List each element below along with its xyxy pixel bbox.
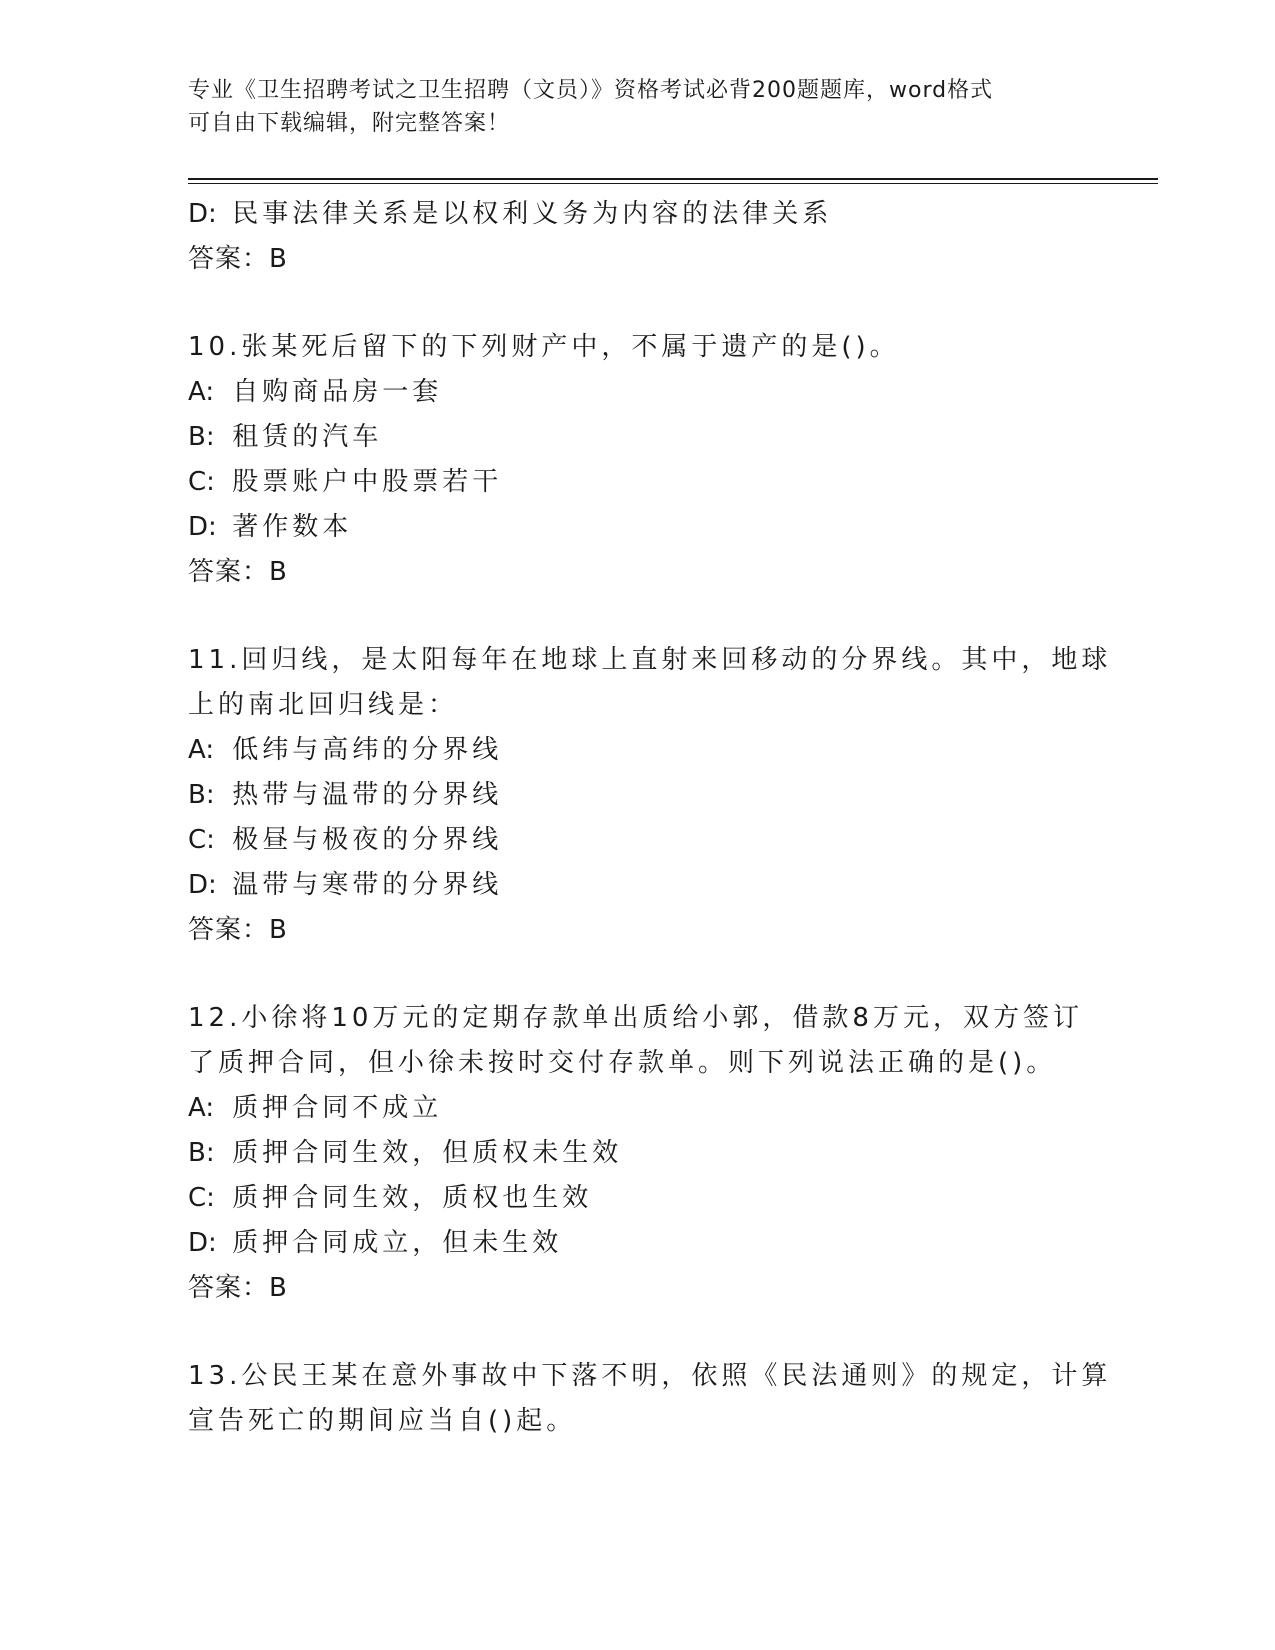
- question-block-13: [188, 1354, 1112, 1444]
- option-label: C:: [188, 467, 215, 497]
- option-d: [188, 1221, 1088, 1266]
- option-label: C:: [188, 1183, 215, 1213]
- question-block-12: [188, 996, 1088, 1311]
- answer-line: 答案：B: [188, 244, 288, 274]
- option-label: D:: [188, 512, 217, 542]
- option-label: A:: [188, 377, 215, 407]
- option-text: 著作数本: [232, 512, 353, 542]
- header-rule-thick: [188, 178, 1158, 180]
- question-block-11: [188, 638, 1112, 953]
- answer-line: 答案：B: [188, 1273, 288, 1303]
- option-d: [188, 863, 1088, 908]
- question-text-line-1: 13.公民王某在意外事故中下落不明，依照《民法通则》的规定，计算: [188, 1361, 1112, 1391]
- question-text-line-2: 上的南北回归线是：: [188, 690, 459, 720]
- option-text: 热带与温带的分界线: [232, 780, 503, 810]
- option-a: [188, 370, 1088, 415]
- option-b: [188, 1131, 1088, 1176]
- option-text: 股票账户中股票若干: [232, 467, 503, 497]
- option-label: D:: [188, 1228, 217, 1258]
- question-text-line-1: 12.小徐将10万元的定期存款单出质给小郭，借款8万元，双方签订: [188, 1003, 1083, 1033]
- option-text: 低纬与高纬的分界线: [232, 735, 503, 765]
- option-b: [188, 415, 1088, 460]
- header-line-1: 专业《卫生招聘考试之卫生招聘（文员）》资格考试必背200题题库，word格式: [188, 78, 994, 103]
- question-block-10: [188, 325, 1088, 595]
- option-label: D:: [188, 199, 217, 229]
- answer-line: 答案：B: [188, 915, 288, 945]
- option-a: [188, 728, 1088, 773]
- option-d: [188, 192, 1088, 237]
- option-label: D:: [188, 870, 217, 900]
- question-text-line-2: 了质押合同，但小徐未按时交付存款单。则下列说法正确的是()。: [188, 1048, 1057, 1078]
- option-d: [188, 505, 1088, 550]
- option-label: B:: [188, 1138, 215, 1168]
- option-text: 温带与寒带的分界线: [232, 870, 503, 900]
- option-text: 质押合同生效，但质权未生效: [232, 1138, 623, 1168]
- option-text: 质押合同不成立: [232, 1093, 443, 1123]
- option-label: A:: [188, 1093, 215, 1123]
- option-text: 质押合同成立，但未生效: [232, 1228, 563, 1258]
- option-c: [188, 818, 1088, 863]
- option-label: A:: [188, 735, 215, 765]
- header-rule-thin: [188, 183, 1158, 184]
- header-line-2: 可自由下载编辑，附完整答案！: [188, 111, 511, 136]
- question-text: 10.张某死后留下的下列财产中，不属于遗产的是()。: [188, 332, 900, 362]
- question-text-line-1: 11.回归线，是太阳每年在地球上直射来回移动的分界线。其中，地球: [188, 645, 1112, 675]
- question-block-9: [188, 192, 1088, 282]
- option-text: 自购商品房一套: [232, 377, 443, 407]
- answer-line: 答案：B: [188, 557, 288, 587]
- option-a: [188, 1086, 1088, 1131]
- option-label: C:: [188, 825, 215, 855]
- option-text: 租赁的汽车: [232, 422, 383, 452]
- option-text: 质押合同生效，质权也生效: [232, 1183, 593, 1213]
- option-b: [188, 773, 1088, 818]
- option-c: [188, 460, 1088, 505]
- option-c: [188, 1176, 1088, 1221]
- document-header: [188, 74, 1068, 140]
- question-text-line-2: 宣告死亡的期间应当自()起。: [188, 1406, 577, 1436]
- option-label: B:: [188, 780, 215, 810]
- question-list: [188, 192, 1112, 1444]
- option-text: 民事法律关系是以权利义务为内容的法律关系: [232, 199, 833, 229]
- option-text: 极昼与极夜的分界线: [232, 825, 503, 855]
- option-label: B:: [188, 422, 215, 452]
